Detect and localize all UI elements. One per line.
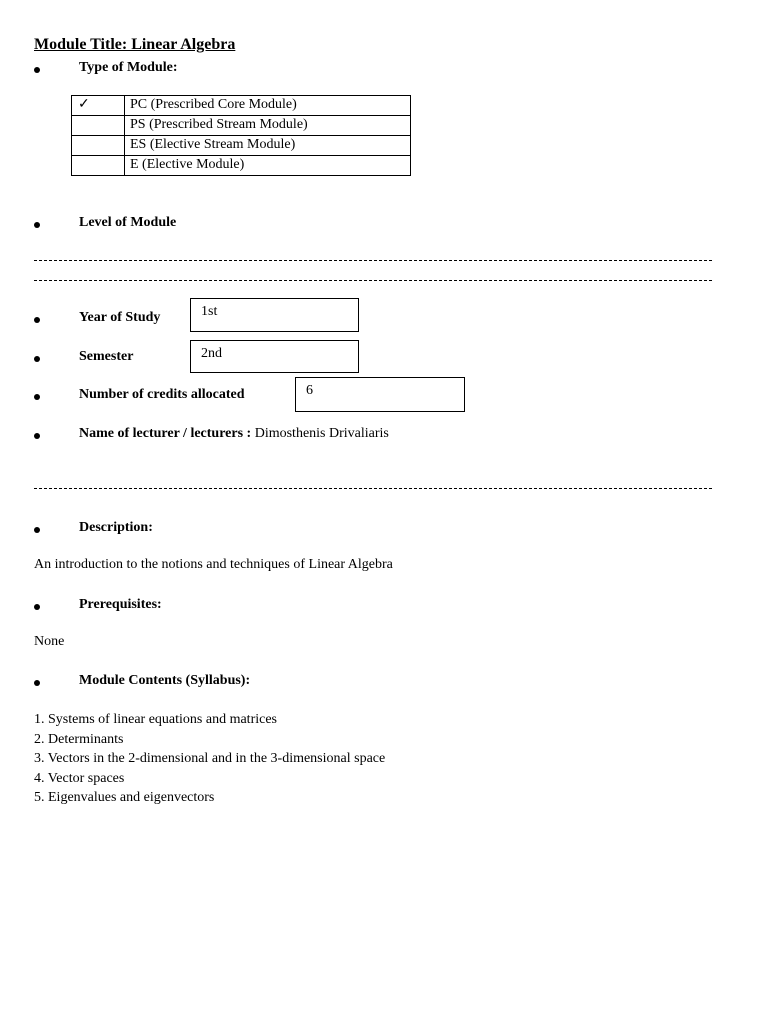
bullet-icon [34,356,40,362]
module-type-table [71,95,411,176]
credits-label: Number of credits allocated [79,387,245,402]
semester-field[interactable]: 2nd [190,340,359,373]
lecturers-value: Dimosthenis Drivaliaris [251,426,389,441]
syllabus-list [34,710,385,808]
module-title: Module Title: Linear Algebra [34,36,236,53]
credits-field[interactable]: 6 [295,377,465,412]
year-of-study-field[interactable]: 1st [190,298,359,332]
list-item: 1. Systems of linear equations and matrices [34,712,277,727]
module-type-row [72,96,411,116]
level-of-module-label: Level of Module [79,215,177,230]
prerequisites-text: None [34,634,65,649]
lecturers-label: Name of lecturer / lecturers : [79,426,252,441]
bullet-icon [34,680,40,686]
module-type-option: ES (Elective Stream Module) [125,136,411,156]
checkmark-icon: ✓ [72,96,125,116]
check-cell [72,156,125,176]
description-label: Description: [79,520,153,535]
type-of-module-label: Type of Module: [79,60,178,75]
module-type-row [72,156,411,176]
list-item: 4. Vector spaces [34,770,125,786]
module-type-option: E (Elective Module) [125,156,411,176]
bullet-icon [34,317,40,323]
syllabus-label: Module Contents (Syllabus): [79,673,251,688]
year-of-study-label: Year of Study [79,310,161,325]
module-type-row [72,136,411,156]
prerequisites-label: Prerequisites: [79,597,162,612]
dashed-divider [34,280,712,281]
dashed-divider [34,488,712,489]
bullet-icon [34,527,40,533]
list-item: 5. Eigenvalues and eigenvectors [34,790,215,805]
semester-label: Semester [79,349,134,364]
check-cell [72,136,125,156]
bullet-icon [34,433,40,439]
module-type-option: PS (Prescribed Stream Module) [125,116,411,136]
module-type-option: PC (Prescribed Core Module) [125,96,411,116]
list-item: 3. Vectors in the 2-dimensional and in the 3-dimensional space [34,751,386,766]
lecturers-line [79,426,389,442]
bullet-icon [34,222,40,228]
list-item: 2. Determinants [34,731,124,747]
bullet-icon [34,604,40,610]
bullet-icon [34,67,40,73]
check-cell [72,116,125,136]
dashed-divider [34,260,712,261]
module-type-row [72,116,411,136]
description-text: An introduction to the notions and techniques of Linear Algebra [34,557,393,572]
bullet-icon [34,394,40,400]
